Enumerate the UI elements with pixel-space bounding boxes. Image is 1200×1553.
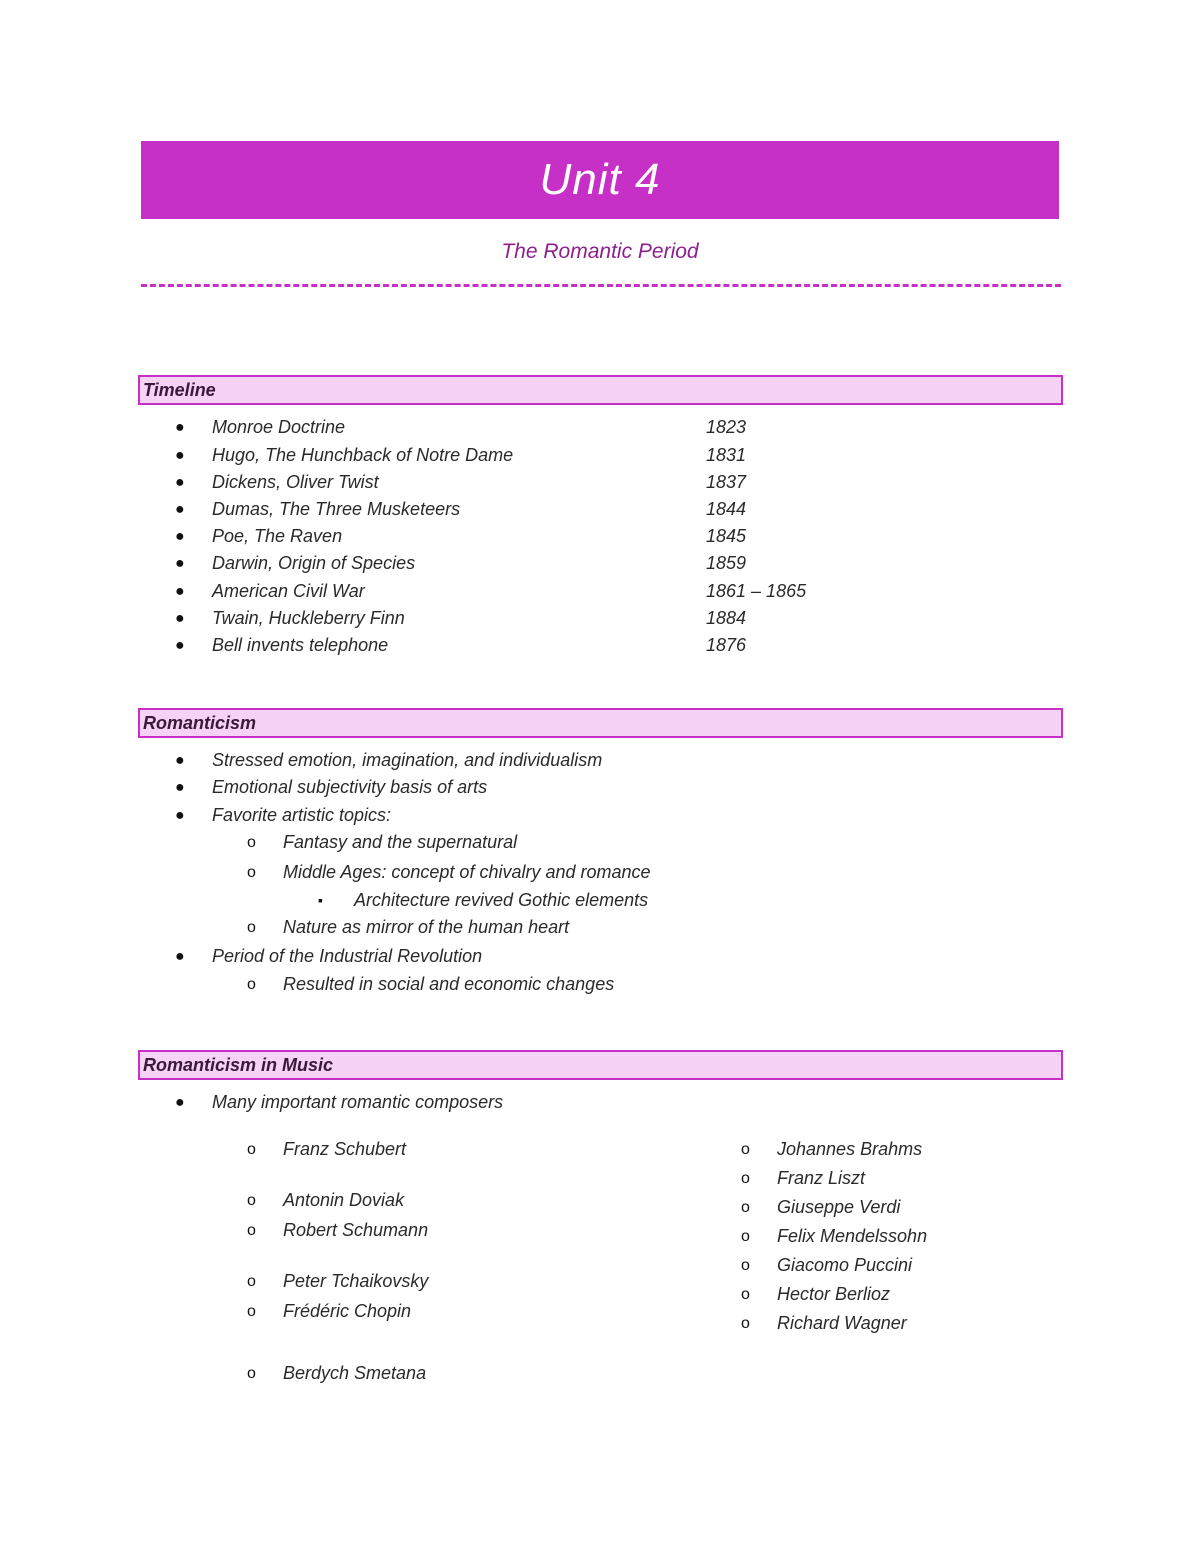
bullet-icon xyxy=(175,583,185,601)
composer-item: Franz Schubert xyxy=(283,1139,407,1159)
circle-bullet-icon xyxy=(247,976,256,994)
circle-bullet-icon xyxy=(741,1170,750,1188)
divider-rule xyxy=(141,284,1061,287)
circle-bullet-icon xyxy=(247,919,256,937)
timeline-year: 1884 xyxy=(706,608,747,628)
timeline-event: Darwin, Origin of Species xyxy=(212,553,416,573)
list-item: Stressed emotion, imagination, and individualism xyxy=(212,750,603,770)
bullet-icon xyxy=(175,501,185,519)
circle-bullet-icon xyxy=(741,1286,750,1304)
circle-bullet-icon xyxy=(247,1222,256,1240)
circle-bullet-icon xyxy=(741,1228,750,1246)
timeline-event: American Civil War xyxy=(212,581,365,601)
page-title: Unit 4 xyxy=(539,155,661,204)
bullet-icon xyxy=(175,779,185,797)
section-header-timeline: Timeline xyxy=(138,375,1063,405)
circle-bullet-icon xyxy=(247,834,256,852)
circle-bullet-icon xyxy=(247,1365,256,1383)
list-item: Emotional subjectivity basis of arts xyxy=(212,777,488,797)
composer-item: Antonin Doviak xyxy=(283,1190,405,1210)
timeline-event: Twain, Huckleberry Finn xyxy=(212,608,405,628)
bullet-icon xyxy=(175,419,185,437)
composer-item: Berdych Smetana xyxy=(283,1363,427,1383)
timeline-event: Monroe Doctrine xyxy=(212,417,346,437)
list-item: Nature as mirror of the human heart xyxy=(283,917,570,937)
composer-item: Hector Berlioz xyxy=(777,1284,891,1304)
timeline-year: 1861 – 1865 xyxy=(706,581,807,601)
timeline-year: 1845 xyxy=(706,526,747,546)
page-subtitle: The Romantic Period xyxy=(501,240,699,263)
timeline-event: Poe, The Raven xyxy=(212,526,343,546)
circle-bullet-icon xyxy=(247,1303,256,1321)
timeline-event: Dumas, The Three Musketeers xyxy=(212,499,461,519)
circle-bullet-icon xyxy=(741,1315,750,1333)
circle-bullet-icon xyxy=(741,1141,750,1159)
section-header-music: Romanticism in Music xyxy=(138,1050,1063,1080)
list-item: Middle Ages: concept of chivalry and romance xyxy=(283,862,651,882)
composer-item: Giuseppe Verdi xyxy=(777,1197,901,1217)
composer-item: Frédéric Chopin xyxy=(283,1301,412,1321)
bullet-icon xyxy=(175,948,185,966)
timeline-year: 1823 xyxy=(706,417,747,437)
circle-bullet-icon xyxy=(247,1192,256,1210)
timeline-year: 1831 xyxy=(706,445,747,465)
composer-item: Johannes Brahms xyxy=(777,1139,923,1159)
timeline-event: Bell invents telephone xyxy=(212,635,389,655)
timeline-year: 1876 xyxy=(706,635,747,655)
composer-item: Franz Liszt xyxy=(777,1168,866,1188)
timeline-event: Hugo, The Hunchback of Notre Dame xyxy=(212,445,514,465)
timeline-year: 1844 xyxy=(706,499,747,519)
composer-item: Peter Tchaikovsky xyxy=(283,1271,429,1291)
list-item: Favorite artistic topics: xyxy=(212,805,392,825)
circle-bullet-icon xyxy=(247,1141,256,1159)
title-banner xyxy=(141,141,1059,219)
bullet-icon xyxy=(175,474,185,492)
section-header-romanticism: Romanticism xyxy=(138,708,1063,738)
circle-bullet-icon xyxy=(741,1257,750,1275)
bullet-icon xyxy=(175,1094,185,1112)
timeline-year: 1837 xyxy=(706,472,747,492)
list-item: Architecture revived Gothic elements xyxy=(354,890,649,910)
bullet-icon xyxy=(175,447,185,465)
bullet-icon xyxy=(175,752,185,770)
bullet-icon xyxy=(175,528,185,546)
bullet-icon xyxy=(175,807,185,825)
bullet-icon xyxy=(175,637,185,655)
square-bullet-icon xyxy=(318,892,323,910)
list-item: Period of the Industrial Revolution xyxy=(212,946,483,966)
composer-item: Giacomo Puccini xyxy=(777,1255,913,1275)
circle-bullet-icon xyxy=(741,1199,750,1217)
list-item: Many important romantic composers xyxy=(212,1092,504,1112)
composer-item: Robert Schumann xyxy=(283,1220,429,1240)
circle-bullet-icon xyxy=(247,864,256,882)
bullet-icon xyxy=(175,610,185,628)
bullet-icon xyxy=(175,555,185,573)
circle-bullet-icon xyxy=(247,1273,256,1291)
composer-item: Richard Wagner xyxy=(777,1313,907,1333)
timeline-year: 1859 xyxy=(706,553,747,573)
list-item: Fantasy and the supernatural xyxy=(283,832,518,852)
timeline-event: Dickens, Oliver Twist xyxy=(212,472,379,492)
list-item: Resulted in social and economic changes xyxy=(283,974,615,994)
composer-item: Felix Mendelssohn xyxy=(777,1226,928,1246)
